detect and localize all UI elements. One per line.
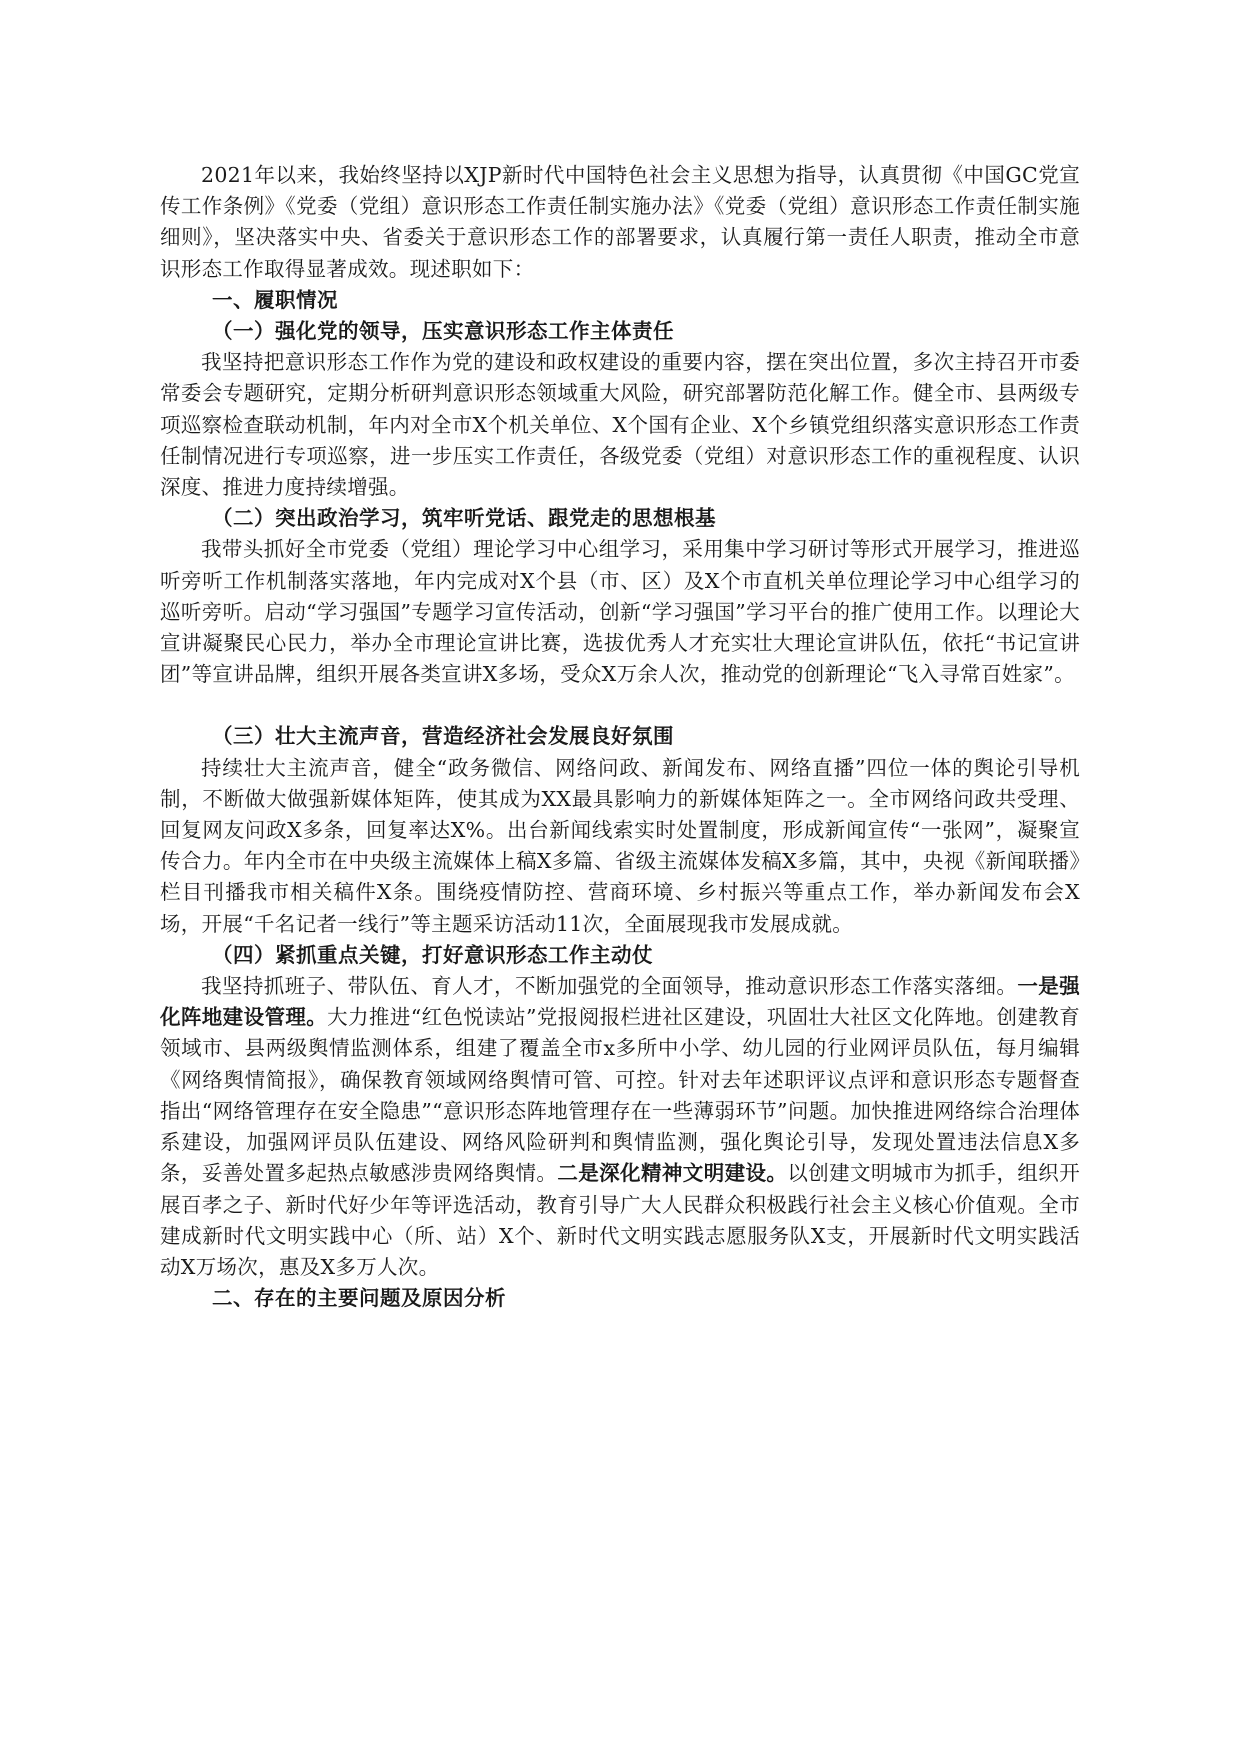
paragraph-4-text-a: 我坚持抓班子、带队伍、育人才，不断加强党的全面领导，推动意识形态工作落实落细。 bbox=[201, 974, 1018, 999]
subsection-paragraph-2: 我带头抓好全市党委（党组）理论学习中心组学习，采用集中学习研讨等形式开展学习，推进巡听旁听工作机制落实落地，年内完成对X个县（市、区）及X个市直机关单位理论学习中心组学习的巡听旁听。启动“学习强国”专题学习宣传活动，创新“学习强国”学习平台的推广使用工作。以理论大宣讲凝聚民心民力，举办全市理论宣讲比赛，选拔优秀人才充实壮大理论宣讲队伍，依托“书记宣讲团”等宣讲品牌，组织开展各类宣讲X多场，受众X万余人次，推动党的创新理论“飞入寻常百姓家”。 bbox=[160, 537, 1080, 687]
intro-paragraph: 2021年以来，我始终坚持以XJP新时代中国特色社会主义思想为指导，认真贯彻《中国GC党宣传工作条例》《党委（党组）意识形态工作责任制实施办法》《党委（党组）意识形态工作责任制实施细则》，坚决落实中央、省委关于意识形态工作的部署要求，认真履行第一责任人职责，推动全市意识形态工作取得显著成效。现述职如下： bbox=[160, 163, 1080, 281]
subsection-heading-2: （二）突出政治学习，筑牢听党话、跟党走的思想根基 bbox=[212, 506, 716, 531]
subsection-paragraph-4 bbox=[160, 971, 1080, 1283]
paragraph-4-text-b: 大力推进“红色悦读站”党报阅报栏进社区建设，巩固壮大社区文化阵地。创建教育领域市、县两级舆情监测体系，组建了覆盖全市x多所中小学、幼儿园的行业网评员队伍，每月编辑《网络舆情简报》，确保教育领域网络舆情可管、可控。针对去年述职评议点评和意识形态专题督查指出“网络管理存在安全隐患”“意识形态阵地管理存在一些薄弱环节”问题。加快推进网络综合治理体系建设，加强网评员队伍建设、网络风险研判和舆情监测，强化舆论引导，发现处置违法信息X多条，妥善处置多起热点敏感涉贵网络舆情。 bbox=[160, 1005, 1080, 1186]
section-heading-problems: 二、存在的主要问题及原因分析 bbox=[212, 1286, 506, 1311]
paragraph-4-lead-2: 二是深化精神文明建设。 bbox=[557, 1161, 788, 1186]
section-heading-performance: 一、履职情况 bbox=[212, 287, 338, 312]
subsection-paragraph-1: 我坚持把意识形态工作作为党的建设和政权建设的重要内容，摆在突出位置，多次主持召开市委常委会专题研究，定期分析研判意识形态领域重大风险，研究部署防范化解工作。健全市、县两级专项巡察检查联动机制，年内对全市X个机关单位、X个国有企业、X个乡镇党组织落实意识形态工作责任制情况进行专项巡察，进一步压实工作责任，各级党委（党组）对意识形态工作的重视程度、认识深度、推进力度持续增强。 bbox=[160, 350, 1080, 500]
subsection-heading-3: （三）壮大主流声音，营造经济社会发展良好氛围 bbox=[212, 724, 674, 749]
document-body bbox=[160, 160, 1080, 1314]
paragraph-spacer bbox=[160, 690, 1080, 721]
subsection-heading-1: （一）强化党的领导，压实意识形态工作主体责任 bbox=[212, 319, 674, 344]
subsection-heading-4: （四）紧抓重点关键，打好意识形态工作主动仗 bbox=[212, 942, 653, 967]
subsection-paragraph-3: 持续壮大主流声音，健全“政务微信、网络问政、新闻发布、网络直播”四位一体的舆论引导机制，不断做大做强新媒体矩阵，使其成为XX最具影响力的新媒体矩阵之一。全市网络问政共受理、回复网友问政X多条，回复率达X%。出台新闻线索实时处置制度，形成新闻宣传“一张网”，凝聚宣传合力。年内全市在中央级主流媒体上稿X多篇、省级主流媒体发稿X多篇，其中，央视《新闻联播》栏目刊播我市相关稿件X条。围绕疫情防控、营商环境、乡村振兴等重点工作，举办新闻发布会X场，开展“千名记者一线行”等主题采访活动11次，全面展现我市发展成就。 bbox=[160, 755, 1080, 936]
paragraph-4-text-c: 以创建文明城市为抓手，组织开展百孝之子、新时代好少年等评选活动，教育引导广大人民群众积极践行社会主义核心价值观。全市建成新时代文明实践中心（所、站）X个、新时代文明实践志愿服务队X支，开展新时代文明实践活动X万场次，惠及X多万人次。 bbox=[160, 1161, 1080, 1279]
paragraph-4-lead-1: 一是强化阵地建设管理。 bbox=[160, 974, 1080, 1030]
